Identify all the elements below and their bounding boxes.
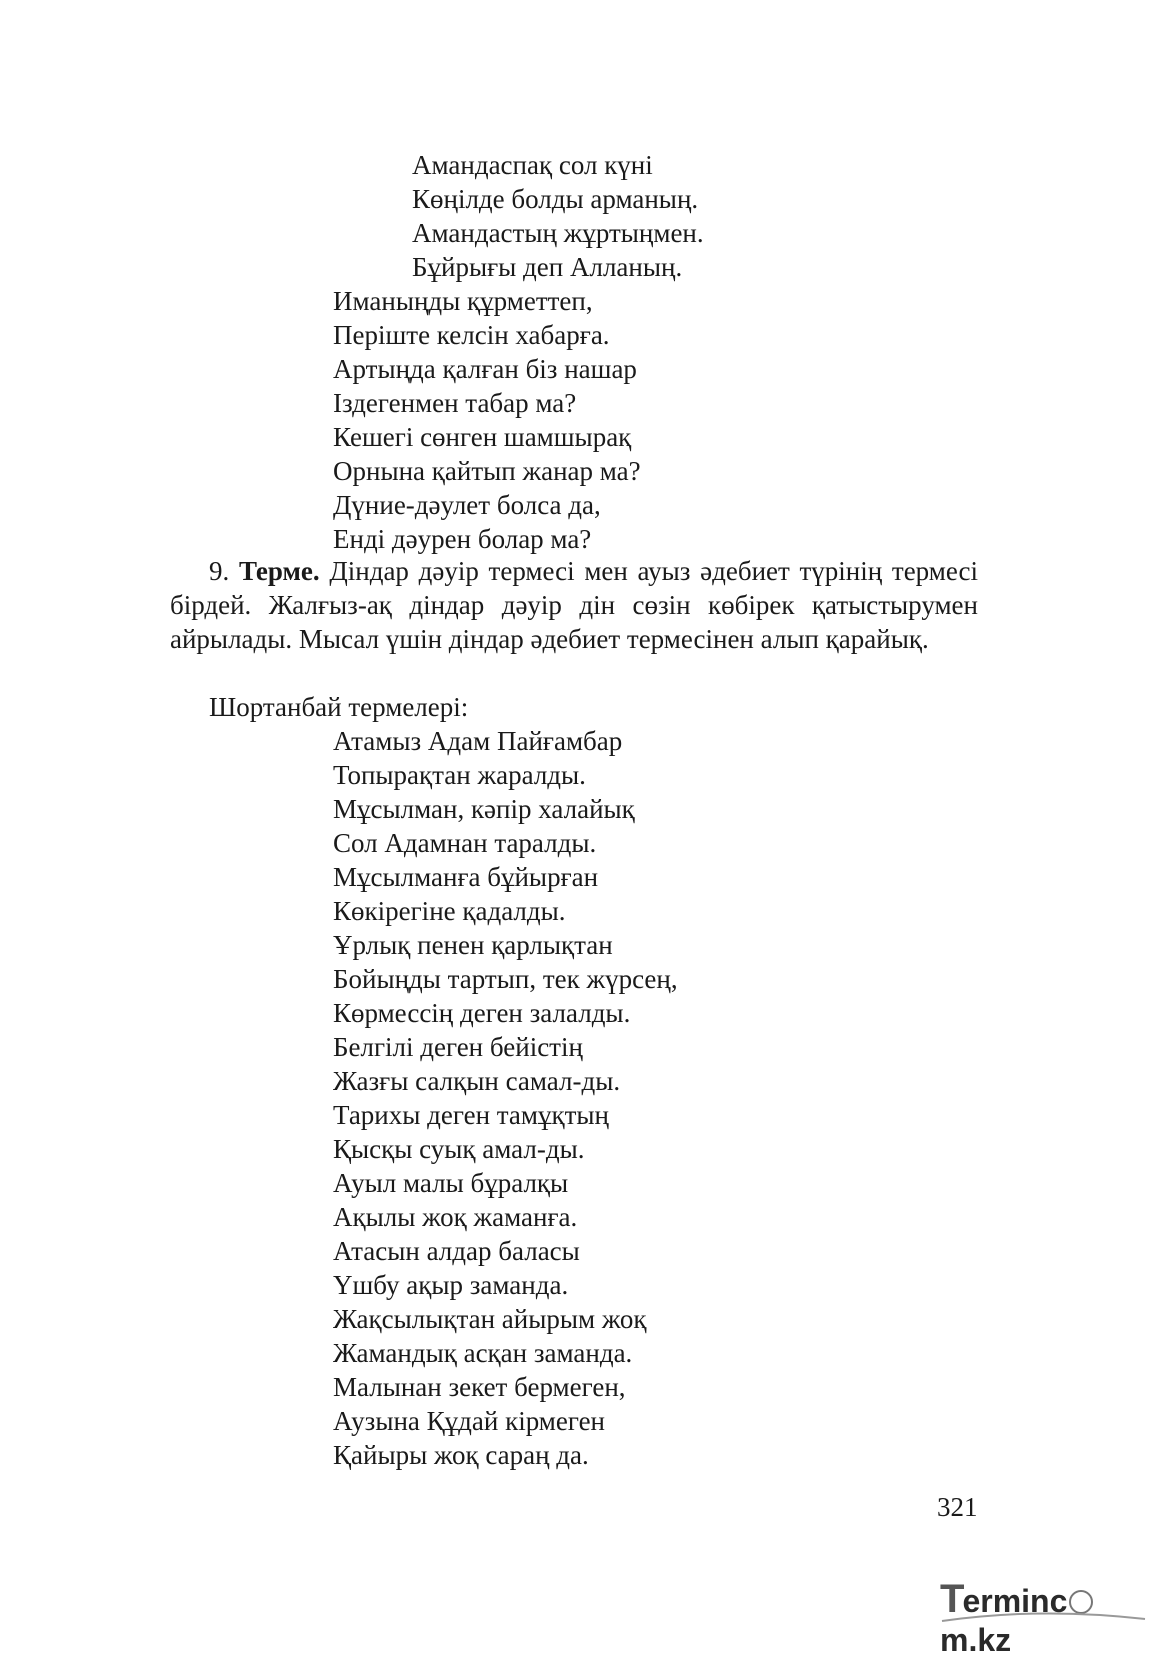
poem-line: Атасын алдар баласы (333, 1236, 580, 1266)
poem-line: Орнына қайтып жанар ма? (333, 456, 641, 486)
poem-line: Перiште келсiн хабарға. (333, 320, 610, 350)
poem-line: Жамандық асқан заманда. (333, 1338, 633, 1368)
poem-line: Амандаспақ сол күні (412, 150, 653, 180)
poem-line: Аузына Құдай кiрмеген (333, 1406, 606, 1436)
poem-line: Ауыл малы бұралқы (333, 1168, 569, 1198)
section-paragraph (170, 554, 978, 656)
poem-line: Артыңда қалған бiз нашар (333, 354, 637, 384)
watermark-initial: T (940, 1577, 965, 1621)
poem-line: Малынан зекет бермеген, (333, 1372, 626, 1402)
page-number: 321 (937, 1492, 978, 1522)
swoosh-icon (940, 1609, 1150, 1625)
poem-line: Ақылы жоқ жаманға. (333, 1202, 578, 1232)
poem-line: Жақсылықтан айырым жоқ (333, 1304, 647, 1334)
poem-line: Тарихы деген тамұқтың (333, 1100, 609, 1130)
poem-line: Амандастың жұртыңмен. (412, 218, 704, 248)
poem-line: Мұсылман, кәпір халайық (333, 794, 635, 824)
poem-line: Дүние-дәулет болса да, (333, 490, 601, 520)
poem-line: Үшбу ақыр заманда. (333, 1270, 569, 1300)
section-number: 9. (209, 556, 239, 586)
watermark-middle: erminc (962, 1583, 1068, 1619)
watermark-end: m.kz (940, 1622, 1012, 1658)
poem-intro: Шортанбай термелері: (209, 692, 469, 722)
poem-line: Бұйрығы деп Алланың. (412, 252, 683, 282)
poem-line: Мұсылманға бұйырған (333, 862, 599, 892)
poem-line: Атамыз Адам Пайғамбар (333, 726, 623, 756)
poem-line: Кешегi сөнген шамшырақ (333, 422, 632, 452)
poem-line: Иманыңды құрметтеп, (333, 286, 593, 316)
section-body: Діндар дәуір термесі мен ауыз әдебиет түрінің термесі бірдей. Жалғыз-ақ діндар дәуір дін сөзін көбірек қатыстырумен айрылады. Мысал үшін діндар әдебиет термесінен алып қарайық. (170, 556, 978, 654)
poem-line: Ендi дәурен болар ма? (333, 524, 592, 554)
poem-line: Көңілде болды арманың. (412, 184, 699, 214)
poem-line: Бойыңды тартып, тек жүрсең, (333, 964, 678, 994)
poem-line: Қайыры жоқ сараң да. (333, 1440, 589, 1470)
watermark-logo (940, 1577, 1150, 1658)
poem-line: Iздегенмен табар ма? (333, 388, 577, 418)
poem-line: Қысқы суық амал-ды. (333, 1134, 585, 1164)
poem-line: Көрмессiң деген залалды. (333, 998, 631, 1028)
poem-line: Ұрлық пенен қарлықтан (333, 930, 613, 960)
poem-line: Көкiрегiне қадалды. (333, 896, 566, 926)
section-heading: Терме. (238, 556, 320, 586)
poem-line: Белгiлi деген бейiстiң (333, 1032, 583, 1062)
poem-line: Топырақтан жаралды. (333, 760, 586, 790)
poem-line: Сол Адамнан таралды. (333, 828, 597, 858)
poem-line: Жазғы салқын самал-ды. (333, 1066, 621, 1096)
